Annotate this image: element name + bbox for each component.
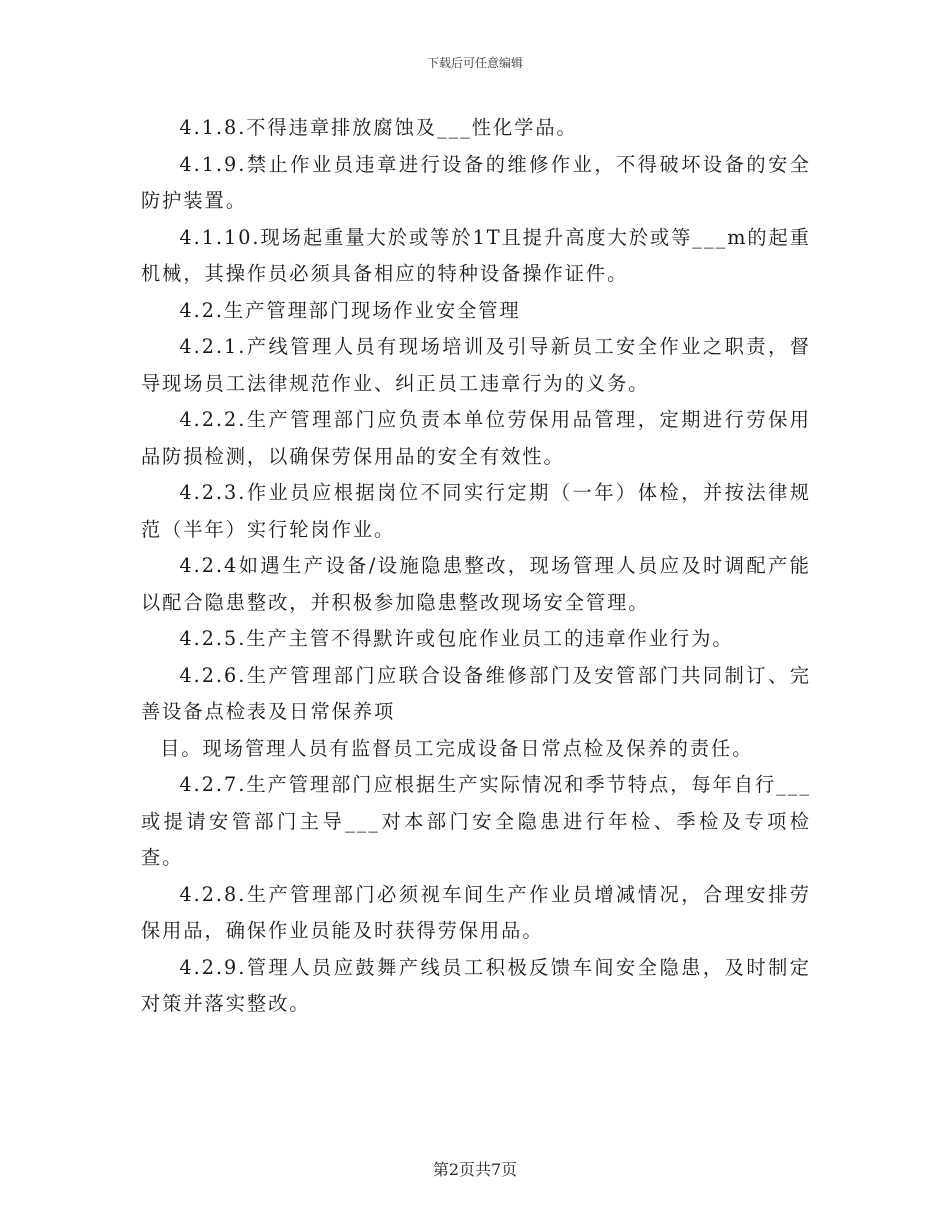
paragraph-4-2-6-continued: 目。现场管理人员有监督员工完成设备日常点检及保养的责任。 [160,736,754,760]
paragraph-4-1-8: 4.1.8.不得违章排放腐蚀及___性化学品。 [179,116,578,139]
paragraph-4-2-6: 4.2.6.生产管理部门应联合设备维修部门及安管部门共同制订、完善设备点检表及日常保养项 [141,663,811,723]
paragraph-4-1-10: 4.1.10.现场起重量大於或等於1T且提升高度大於或等___m的起重机械，其操作员必须具备相应的特种设备操作证件。 [141,225,811,285]
paragraph-4-2-4: 4.2.4如遇生产设备/设施隐患整改，现场管理人员应及时调配产能以配合隐患整改，并积极参加隐患整改现场安全管理。 [141,554,811,614]
paragraph-4-2-9: 4.2.9.管理人员应鼓舞产线员工积极反馈车间安全隐患，及时制定对策并落实整改。 [141,955,811,1015]
page-header: 下载后可任意编辑 [426,56,523,70]
paragraph-4-2-3: 4.2.3.作业员应根据岗位不同实行定期（一年）体检，并按法律规范（半年）实行轮岗作业。 [141,481,811,541]
paragraph-4-2-5: 4.2.5.生产主管不得默许或包庇作业员工的违章作业行为。 [179,627,734,650]
document-body [141,110,811,1023]
paragraph-4-2-2: 4.2.2.生产管理部门应负责本单位劳保用品管理，定期进行劳保用品防损检测，以确保劳保用品的安全有效性。 [141,408,811,468]
page-number: 第2页共7页 [432,1160,518,1179]
paragraph-4-2-1: 4.2.1.产线管理人员有现场培训及引导新员工安全作业之职责，督导现场员工法律规范作业、纠正员工违章行为的义务。 [141,335,811,395]
section-heading-4-2: 4.2.生产管理部门现场作业安全管理 [179,298,521,322]
paragraph-4-2-7: 4.2.7.生产管理部门应根据生产实际情况和季节特点，每年自行___或提请安管部门主导___对本部门安全隐患进行年检、季检及专项检查。 [141,773,811,869]
paragraph-4-2-8: 4.2.8.生产管理部门必须视车间生产作业员增减情况，合理安排劳保用品，确保作业员能及时获得劳保用品。 [141,882,811,942]
paragraph-4-1-9: 4.1.9.禁止作业员违章进行设备的维修作业，不得破坏设备的安全防护装置。 [141,152,811,212]
